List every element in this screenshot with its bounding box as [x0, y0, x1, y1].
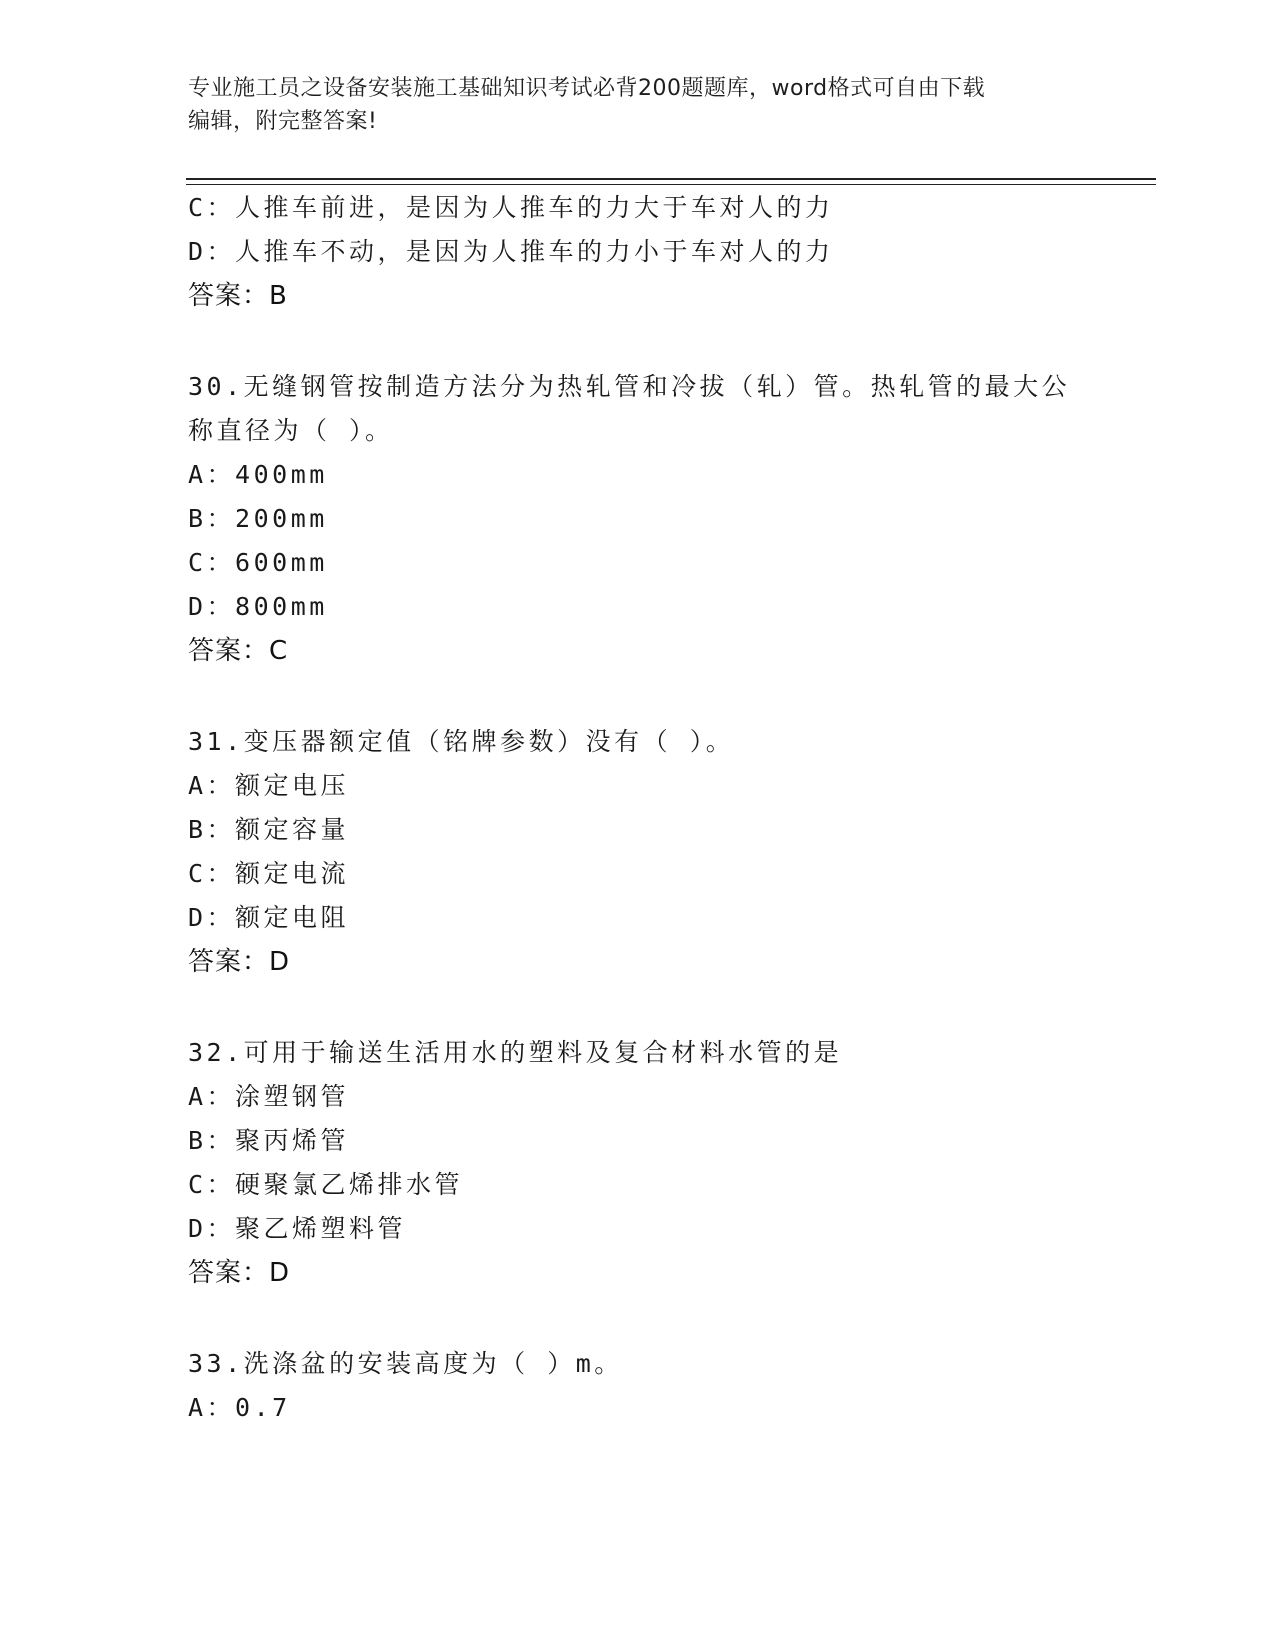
q32-option-c: C：硬聚氯乙烯排水管	[188, 1170, 464, 1199]
q31-option-d: D：额定电阻	[188, 903, 350, 932]
q32-option-a: A：涂塑钢管	[188, 1082, 350, 1111]
q31-stem: 31.变压器额定值（铭牌参数）没有（ ）。	[188, 727, 735, 756]
q30-option-c: C：600mm	[188, 548, 328, 577]
q29-option-d: D：人推车不动，是因为人推车的力小于车对人的力	[188, 237, 834, 266]
q30-option-b: B：200mm	[188, 504, 328, 533]
q30-stem-line2: 称直径为（ ）。	[188, 416, 394, 445]
q32-option-b: B：聚丙烯管	[188, 1126, 350, 1155]
document-header	[188, 72, 1088, 138]
q30-answer: 答案：C	[188, 636, 289, 666]
q30-option-d: D：800mm	[188, 592, 328, 621]
q32-option-d: D：聚乙烯塑料管	[188, 1214, 407, 1243]
header-divider-thick	[186, 178, 1156, 180]
q31-option-c: C：额定电流	[188, 859, 350, 888]
q30-option-a: A：400mm	[188, 460, 328, 489]
q29-option-c: C：人推车前进，是因为人推车的力大于车对人的力	[188, 193, 834, 222]
q33-option-a: A：0.7	[188, 1393, 291, 1422]
q30-stem-line1: 30.无缝钢管按制造方法分为热轧管和冷拔（轧）管。热轧管的最大公	[188, 372, 1071, 401]
header-divider-thin	[186, 184, 1156, 185]
q32-answer: 答案：D	[188, 1258, 291, 1288]
q33-stem: 33.洗涤盆的安装高度为（ ）m。	[188, 1349, 623, 1378]
q29-answer: 答案：B	[188, 281, 288, 311]
q31-option-a: A：额定电压	[188, 771, 350, 800]
header-title-line2: 编辑，附完整答案!	[188, 109, 378, 134]
q31-answer: 答案：D	[188, 947, 291, 977]
q32-stem: 32.可用于输送生活用水的塑料及复合材料水管的是	[188, 1038, 843, 1067]
header-title-line1: 专业施工员之设备安装施工基础知识考试必背200题题库，word格式可自由下载	[188, 76, 986, 101]
q31-option-b: B：额定容量	[188, 815, 350, 844]
